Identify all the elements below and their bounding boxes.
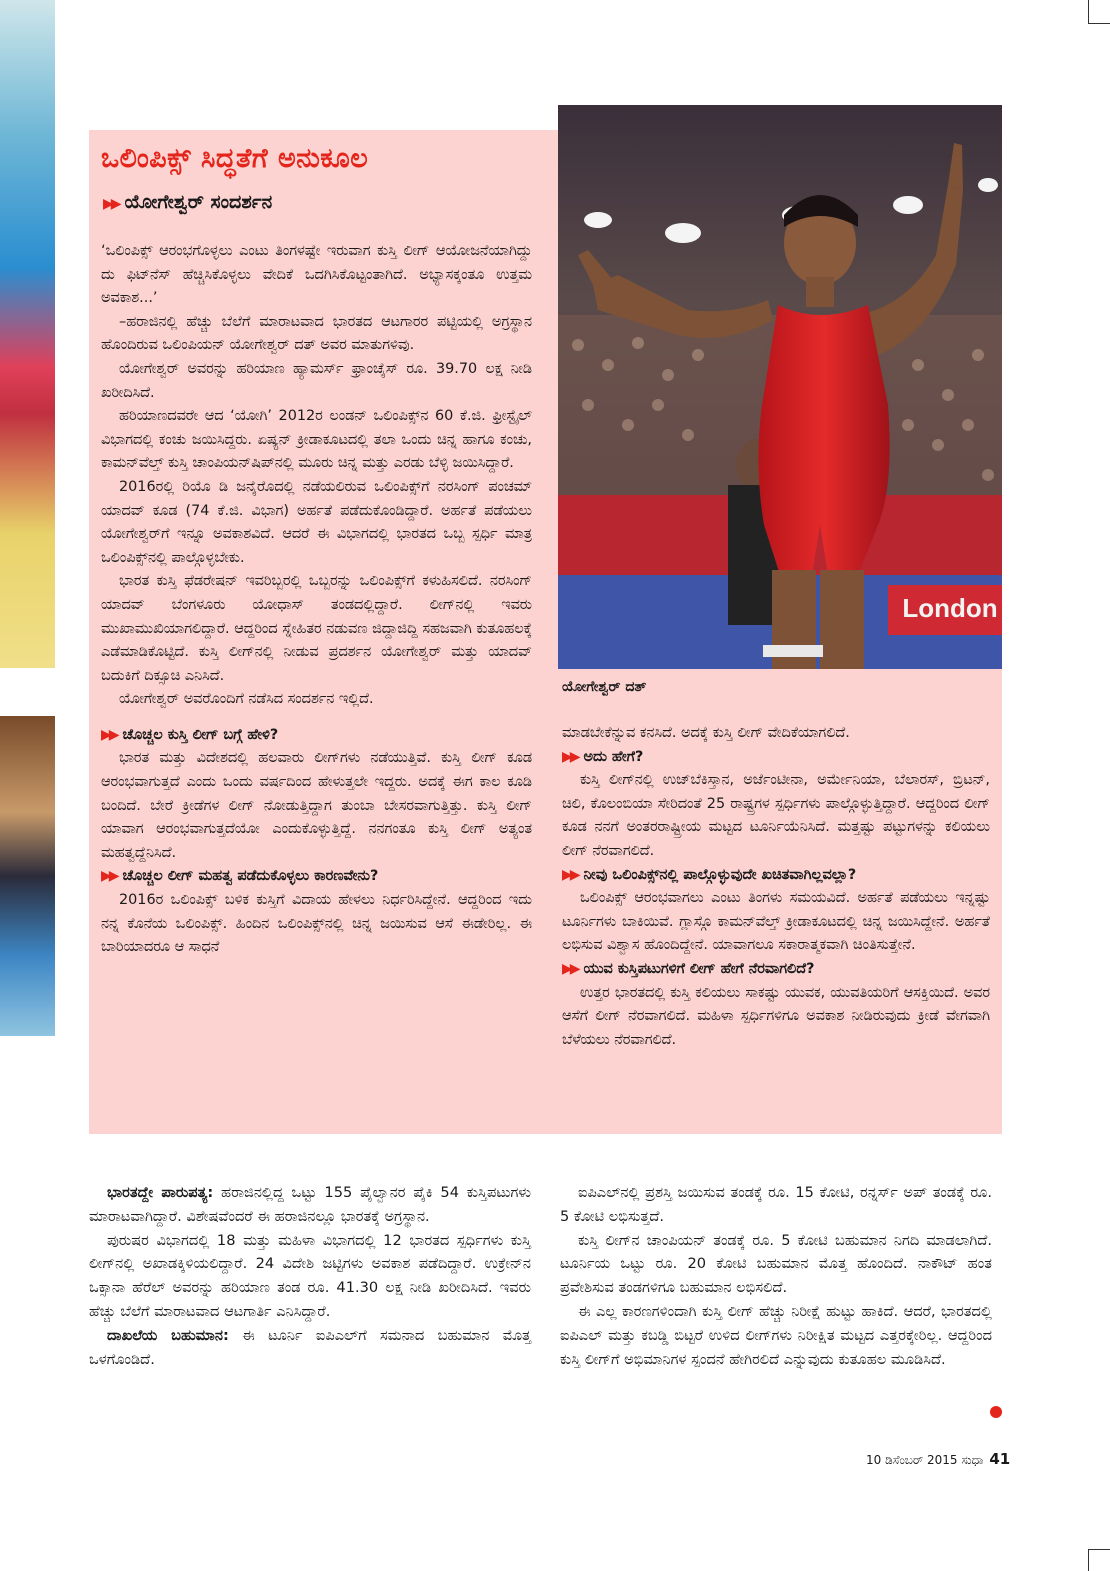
question-text: ಚೊಚ್ಚಲ ಕುಸ್ತಿ ಲೀಗ್ ಬಗ್ಗೆ ಹೇಳಿ? bbox=[122, 726, 279, 743]
body-paragraph: ಯೋಗೇಶ್ವರ್ ಅವರೊಂದಿಗೆ ನಡೆಸಿದ ಸಂದರ್ಶನ ಇಲ್ಲಿದೆ. bbox=[119, 691, 374, 708]
body-paragraph: ಭಾರತ ಕುಸ್ತಿ ಫೆಡರೇಷನ್ ಇವರಿಬ್ಬರಲ್ಲಿ ಒಬ್ಬರನ್ನು ಒಲಿಂಪಿಕ್ಸ್‌ಗೆ ಕಳುಹಿಸಲಿದೆ. ನರಸಿಂಗ್ ಯಾದವ್ ಬೆಂಗಳೂರು ಯೋಧಾಸ್ ತಂಡದಲ್ಲಿದ್ದಾರೆ. ಲೀಗ್‌ನಲ್ಲಿ ಇವರು ಮುಖಾಮುಖಿಯಾಗಲಿದ್ದಾರೆ. ಆದ್ದರಿಂದ ಸ್ನೇಹಿತರ ನಡುವಣ ಜಿದ್ದಾಜಿದ್ದಿ ಸಹಜವಾಗಿ ಕುತೂಹಲಕ್ಕೆ ಎಡೆಮಾಡಿಕೊಟ್ಟಿದೆ. ಕುಸ್ತಿ ಲೀಗ್‌ನಲ್ಲಿ ನೀಡುವ ಪ್ರದರ್ಶನ ಯೋಗೇಶ್ವರ್ ಮತ್ತು ಯಾದವ್ ಬದುಕಿಗೆ ದಿಕ್ಸೂಚಿ ಎನಿಸಿದೆ. bbox=[101, 573, 532, 684]
crop-mark-top-right bbox=[1088, 0, 1110, 24]
body-paragraph: –ಹರಾಜಿನಲ್ಲಿ ಹೆಚ್ಚು ಬೆಲೆಗೆ ಮಾರಾಟವಾದ ಭಾರತದ ಆಟಗಾರರ ಪಟ್ಟಿಯಲ್ಲಿ ಅಗ್ರಸ್ಥಾನ ಹೊಂದಿರುವ ಒಲಿಂಪಿಯನ್ ಯೋಗೇಶ್ವರ್ ದತ್ ಅವರ ಮಾತುಗಳಿವು. bbox=[101, 313, 532, 354]
double-arrow-icon: ▶▶ bbox=[562, 866, 578, 883]
bottom-paragraph bbox=[89, 1181, 531, 1229]
page-folio bbox=[866, 1450, 1010, 1468]
bottom-paragraph: ಕುಸ್ತಿ ಲೀಗ್‌ನ ಚಾಂಪಿಯನ್ ತಂಡಕ್ಕೆ ರೂ. 5 ಕೋಟಿ ಬಹುಮಾನ ನಿಗದಿ ಮಾಡಲಾಗಿದೆ. ಟೂರ್ನಿಯ ಒಟ್ಟು ರೂ. 20 ಕೋಟಿ ಬಹುಮಾನ ಮೊತ್ತ ಹೊಂದಿದೆ. ನಾಕೌಟ್ ಹಂತ ಪ್ರವೇಶಿಸುವ ತಂಡಗಳಿಗೂ ಬಹುಮಾನ ಲಭಿಸಲಿದೆ. bbox=[560, 1231, 992, 1297]
folio-date: 10 ಡಿಸೆಂಬರ್ 2015 bbox=[866, 1453, 958, 1467]
question-4 bbox=[562, 864, 990, 888]
double-arrow-icon: ▶▶ bbox=[103, 196, 119, 212]
bottom-paragraph bbox=[89, 1229, 531, 1324]
question-text: ಚೊಚ್ಚಲ ಲೀಗ್ ಮಹತ್ವ ಪಡೆದುಕೊಳ್ಳಲು ಕಾರಣವೇನು? bbox=[122, 868, 379, 885]
left-column bbox=[101, 240, 532, 960]
question-1 bbox=[101, 724, 532, 748]
wrestler-photo-illustration bbox=[558, 105, 1002, 669]
opening-quote: ‘ಒಲಿಂಪಿಕ್ಸ್ ಆರಂಭಗೊಳ್ಳಲು ಎಂಟು ತಿಂಗಳಷ್ಟೇ ಇರುವಾಗ ಕುಸ್ತಿ ಲೀಗ್ ಆಯೋಜನೆಯಾಗಿದ್ದು ದು ಫಿಟ್‌ನೆಸ್ ಹೆಚ್ಚಿಸಿಕೊಳ್ಳಲು ವೇದಿಕೆ ಒದಗಿಸಿಕೊಟ್ಟಂತಾಗಿದೆ. ಅಭ್ಯಾಸಕ್ಕಂತೂ ಉತ್ತಮ ಅವಕಾಶ...’ bbox=[101, 243, 532, 307]
body-paragraph: 2016ರಲ್ಲಿ ರಿಯೊ ಡಿ ಜನೈರೊದಲ್ಲಿ ನಡೆಯಲಿರುವ ಒಲಿಂಪಿಕ್ಸ್‌ಗೆ ನರಸಿಂಗ್ ಪಂಚಮ್ ಯಾದವ್ ಕೂಡ (74 ಕೆ.ಜಿ. ವಿಭಾಗ) ಅರ್ಹತೆ ಪಡೆದುಕೊಂಡಿದ್ದಾರೆ. ಅರ್ಹತೆ ಪಡೆಯಲು ಯೋಗೇಶ್ವರ್‌ಗೆ ಇನ್ನೂ ಅವಕಾಶವಿದೆ. ಆದರೆ ಈ ವಿಭಾಗದಲ್ಲಿ ಭಾರತದ ಒಬ್ಬ ಸ್ಪರ್ಧಿ ಮಾತ್ರ ಒಲಿಂಪಿಕ್ಸ್‌ನಲ್ಲಿ ಪಾಲ್ಗೊಳ್ಳಬೇಕು. bbox=[101, 478, 532, 566]
spacer bbox=[101, 712, 532, 724]
bottom-right-column bbox=[560, 1181, 992, 1371]
question-text: ನೀವು ಒಲಿಂಪಿಕ್ಸ್‌ನಲ್ಲಿ ಪಾಲ್ಗೊಳ್ಳುವುದೇ ಖಚಿತವಾಗಿಲ್ಲವಲ್ಲಾ? bbox=[583, 866, 857, 883]
question-text: ಅದು ಹೇಗೆ? bbox=[583, 748, 644, 765]
body-paragraph: ಯೋಗೇಶ್ವರ್ ಅವರನ್ನು ಹರಿಯಾಣ ಹ್ಯಾಮರ್ಸ್ ಫ್ರಾಂಚೈಸ್ ರೂ. 39.70 ಲಕ್ಷ ನೀಡಿ ಖರೀದಿಸಿದೆ. bbox=[101, 360, 532, 401]
folio-magazine: ಸುಧಾ bbox=[961, 1453, 984, 1467]
paragraph-text: ಈ ಟೂರ್ನಿ ಐಪಿಎಲ್‌ಗೆ ಸಮನಾದ ಬಹುಮಾನ ಮೊತ್ತ ಒಳಗೊಂಡಿದೆ. bbox=[89, 1326, 531, 1368]
question-3 bbox=[562, 746, 990, 770]
photo-caption: ಯೋಗೇಶ್ವರ್ ದತ್ bbox=[562, 679, 647, 695]
bottom-paragraph bbox=[89, 1324, 531, 1372]
subheading-text: ಯೋಗೇಶ್ವರ್ ಸಂದರ್ಶನ bbox=[124, 191, 273, 213]
paragraph-lead: ದಾಖಲೆಯ ಬಹುಮಾನ: bbox=[107, 1326, 229, 1344]
paragraph-lead: ಭಾರತದ್ದೇ ಪಾರುಪತ್ಯ: bbox=[107, 1184, 214, 1201]
body-paragraph: ಹರಿಯಾಣದವರೇ ಆದ ‘ಯೋಗಿ’ 2012ರ ಲಂಡನ್ ಒಲಿಂಪಿಕ್ಸ್‌ನ 60 ಕೆ.ಜಿ. ಫ್ರೀಸ್ಟೈಲ್ ವಿಭಾಗದಲ್ಲಿ ಕಂಚು ಜಯಿಸಿದ್ದರು. ಏಷ್ಯನ್ ಕ್ರೀಡಾಕೂಟದಲ್ಲಿ ತಲಾ ಒಂದು ಚಿನ್ನ ಹಾಗೂ ಕಂಚು, ಕಾಮನ್‌ವೆಲ್ತ್ ಕುಸ್ತಿ ಚಾಂಪಿಯನ್‌ಷಿಪ್‌ನಲ್ಲಿ ಮೂರು ಚಿನ್ನ ಮತ್ತು ಎರಡು ಬೆಳ್ಳಿ ಜಯಿಸಿದ್ದಾರೆ. bbox=[101, 408, 532, 472]
answer-5: ಉತ್ತರ ಭಾರತದಲ್ಲಿ ಕುಸ್ತಿ ಕಲಿಯಲು ಸಾಕಷ್ಟು ಯುವಕ, ಯುವತಿಯರಿಗೆ ಆಸಕ್ತಿಯಿದೆ. ಅವರ ಆಸೆಗೆ ಲೀಗ್ ನೆರವಾಗಲಿದೆ. ಮಹಿಳಾ ಸ್ಪರ್ಧಿಗಳಿಗೂ ಅವಕಾಶ ನೀಡಿರುವುದು ಕ್ರೀಡೆ ವೇಗವಾಗಿ ಬೆಳೆಯಲು ನೆರವಾಗಲಿದೆ. bbox=[562, 984, 990, 1048]
double-arrow-icon: ▶▶ bbox=[562, 960, 578, 977]
paragraph-text: ಪುರುಷರ ವಿಭಾಗದಲ್ಲಿ 18 ಮತ್ತು ಮಹಿಳಾ ವಿಭಾಗದಲ್ಲಿ 12 ಭಾರತದ ಸ್ಪರ್ಧಿಗಳು ಕುಸ್ತಿ ಲೀಗ್‌ನಲ್ಲಿ ಅಖಾಡಕ್ಕಿಳಿಯಲಿದ್ದಾರೆ. 24 ವಿದೇಶಿ ಜಟ್ಟಿಗಳು ಅವಕಾಶ ಪಡೆದಿದ್ದಾರೆ. ಉಕ್ರೇನ್‌ನ ಒಕ್ಸಾನಾ ಹೆರೆಲ್ ಅವರನ್ನು ಹರಿಯಾಣ ತಂಡ ರೂ. 41.30 ಲಕ್ಷ ನೀಡಿ ಖರೀದಿಸಿದೆ. ಇವರು ಹೆಚ್ಚು ಬೆಲೆಗೆ ಮಾರಾಟವಾದ ಆಟಗಾರ್ತಿ ಎನಿಸಿದ್ದಾರೆ. bbox=[89, 1231, 531, 1320]
bottom-paragraph: ಈ ಎಲ್ಲ ಕಾರಣಗಳಿಂದಾಗಿ ಕುಸ್ತಿ ಲೀಗ್ ಹೆಚ್ಚು ನಿರೀಕ್ಷೆ ಹುಟ್ಟು ಹಾಕಿದೆ. ಆದರೆ, ಭಾರತದಲ್ಲಿ ಐಪಿಎಲ್ ಮತ್ತು ಕಬಡ್ಡಿ ಬಿಟ್ಟರೆ ಉಳಿದ ಲೀಗ್‌ಗಳು ನಿರೀಕ್ಷಿತ ಮಟ್ಟದ ಎತ್ತರಕ್ಕೇರಿಲ್ಲ. ಆದ್ದರಿಂದ ಕುಸ್ತಿ ಲೀಗ್‌ಗೆ ಅಭಿಮಾನಿಗಳ ಸ್ಪಂದನೆ ಹೇಗಿರಲಿದೆ ಎನ್ನುವುದು ಕುತೂಹಲ ಮೂಡಿಸಿದೆ. bbox=[560, 1302, 992, 1368]
double-arrow-icon: ▶▶ bbox=[562, 748, 578, 765]
bottom-left-column bbox=[89, 1181, 531, 1371]
paragraph-text: ಹರಾಜಿನಲ್ಲಿದ್ದ ಒಟ್ಟು 155 ಪೈಲ್ವಾನರ ಪೈಕಿ 54 ಕುಸ್ತಿಪಟುಗಳು ಮಾರಾಟವಾಗಿದ್ದಾರೆ. ವಿಶೇಷವೆಂದರೆ ಈ ಹರಾಜಿನಲ್ಲೂ ಭಾರತಕ್ಕೆ ಅಗ್ರಸ್ಥಾನ. bbox=[89, 1184, 531, 1225]
article-headline: ಒಲಿಂಪಿಕ್ಸ್ ಸಿದ್ಧತೆಗೆ ಅನುಕೂಲ bbox=[101, 143, 369, 174]
double-arrow-icon: ▶▶ bbox=[101, 868, 117, 885]
right-column bbox=[562, 722, 990, 1052]
bottom-paragraph: ಐಪಿಎಲ್‌ನಲ್ಲಿ ಪ್ರಶಸ್ತಿ ಜಯಿಸುವ ತಂಡಕ್ಕೆ ರೂ. 15 ಕೋಟಿ, ರನ್ನರ್ಸ್ ಅಪ್ ತಂಡಕ್ಕೆ ರೂ. 5 ಕೋಟಿ ಲಭಿಸುತ್ತದೆ. bbox=[560, 1184, 992, 1225]
left-bleed-photo-top bbox=[0, 0, 55, 668]
double-arrow-icon: ▶▶ bbox=[101, 726, 117, 743]
answer-2: 2016ರ ಒಲಿಂಪಿಕ್ಸ್ ಬಳಿಕ ಕುಸ್ತಿಗೆ ವಿದಾಯ ಹೇಳಲು ನಿರ್ಧರಿಸಿದ್ದೇನೆ. ಆದ್ದರಿಂದ ಇದು ನನ್ನ ಕೊನೆಯ ಒಲಿಂಪಿಕ್ಸ್. ಹಿಂದಿನ ಒಲಿಂಪಿಕ್ಸ್‌ನಲ್ಲಿ ಚಿನ್ನ ಜಯಿಸುವ ಆಸೆ ಈಡೇರಿಲ್ಲ. ಈ ಬಾರಿಯಾದರೂ ಆ ಸಾಧನೆ bbox=[101, 892, 532, 956]
wrestler-photo bbox=[558, 105, 1002, 669]
left-bleed-photo-bottom bbox=[0, 716, 55, 1036]
photo-banner-text: London bbox=[902, 593, 998, 623]
answer-4: ಒಲಿಂಪಿಕ್ಸ್ ಆರಂಭವಾಗಲು ಎಂಟು ತಿಂಗಳು ಸಮಯವಿದೆ. ಅರ್ಹತೆ ಪಡೆಯಲು ಇನ್ನಷ್ಟು ಟೂರ್ನಿಗಳು ಬಾಕಿಯಿವೆ. ಗ್ಲಾಸ್ಗೊ ಕಾಮನ್‌ವೆಲ್ತ್ ಕ್ರೀಡಾಕೂಟದಲ್ಲಿ ಚಿನ್ನ ಜಯಿಸಿದ್ದೇನೆ. ಅರ್ಹತೆ ಲಭಿಸುವ ವಿಶ್ವಾಸ ಹೊಂದಿದ್ದೇನೆ. ಯಾವಾಗಲೂ ಸಕಾರಾತ್ಮಕವಾಗಿ ಚಿಂತಿಸುತ್ತೇನೆ. bbox=[562, 890, 990, 954]
question-2 bbox=[101, 865, 532, 889]
answer-3: ಕುಸ್ತಿ ಲೀಗ್‌ನಲ್ಲಿ ಉಜ್‌ಬೆಕಿಸ್ತಾನ, ಅರ್ಜೆಂಟೀನಾ, ಅರ್ಮೇನಿಯಾ, ಬೆಲಾರಸ್, ಬ್ರಿಟನ್, ಚಿಲಿ, ಕೊಲಂಬಿಯಾ ಸೇರಿದಂತೆ 25 ರಾಷ್ಟ್ರಗಳ ಸ್ಪರ್ಧಿಗಳು ಪಾಲ್ಗೊಳ್ಳುತ್ತಿದ್ದಾರೆ. ಆದ್ದರಿಂದ ಲೀಗ್ ಕೂಡ ನನಗೆ ಅಂತರರಾಷ್ಟ್ರೀಯ ಮಟ್ಟದ ಟೂರ್ನಿಯೆನಿಸಿದೆ. ಮತ್ತಷ್ಟು ಪಟ್ಟುಗಳನ್ನು ಕಲಿಯಲು ಲೀಗ್ ನೆರವಾಗಲಿದೆ. bbox=[562, 772, 990, 859]
crop-mark-bottom-right bbox=[1088, 1549, 1110, 1571]
article-subheading bbox=[103, 191, 272, 213]
page-number: 41 bbox=[989, 1450, 1011, 1468]
question-text: ಯುವ ಕುಸ್ತಿಪಟುಗಳಿಗೆ ಲೀಗ್ ಹೇಗೆ ನೆರವಾಗಲಿದೆ? bbox=[583, 960, 815, 977]
end-mark-dot bbox=[990, 1406, 1002, 1418]
answer-1: ಭಾರತ ಮತ್ತು ವಿದೇಶದಲ್ಲಿ ಹಲವಾರು ಲೀಗ್‌ಗಳು ನಡೆಯುತ್ತಿವೆ. ಕುಸ್ತಿ ಲೀಗ್ ಕೂಡ ಆರಂಭವಾಗುತ್ತದೆ ಎಂದು ಒಂದು ವರ್ಷದಿಂದ ಹೇಳುತ್ತಲೇ ಇದ್ದರು. ಅದಕ್ಕೆ ಈಗ ಕಾಲ ಕೂಡಿ ಬಂದಿದೆ. ಬೇರೆ ಕ್ರೀಡೆಗಳ ಲೀಗ್ ನೋಡುತ್ತಿದ್ದಾಗ ತುಂಬಾ ಬೇಸರವಾಗುತ್ತಿತ್ತು. ಕುಸ್ತಿ ಲೀಗ್ ಯಾವಾಗ ಆರಂಭವಾಗುತ್ತದೆಯೋ ಎಂದುಕೊಳ್ಳುತ್ತಿದ್ದೆ. ನನಗಂತೂ ಕುಸ್ತಿ ಲೀಗ್ ಅತ್ಯಂತ ಮಹತ್ವದ್ದೆನಿಸಿದೆ. bbox=[101, 750, 532, 861]
continued-paragraph: ಮಾಡಬೇಕೆನ್ನುವ ಕನಸಿದೆ. ಅದಕ್ಕೆ ಕುಸ್ತಿ ಲೀಗ್ ವೇದಿಕೆಯಾಗಲಿದೆ. bbox=[562, 725, 850, 741]
question-5 bbox=[562, 958, 990, 982]
